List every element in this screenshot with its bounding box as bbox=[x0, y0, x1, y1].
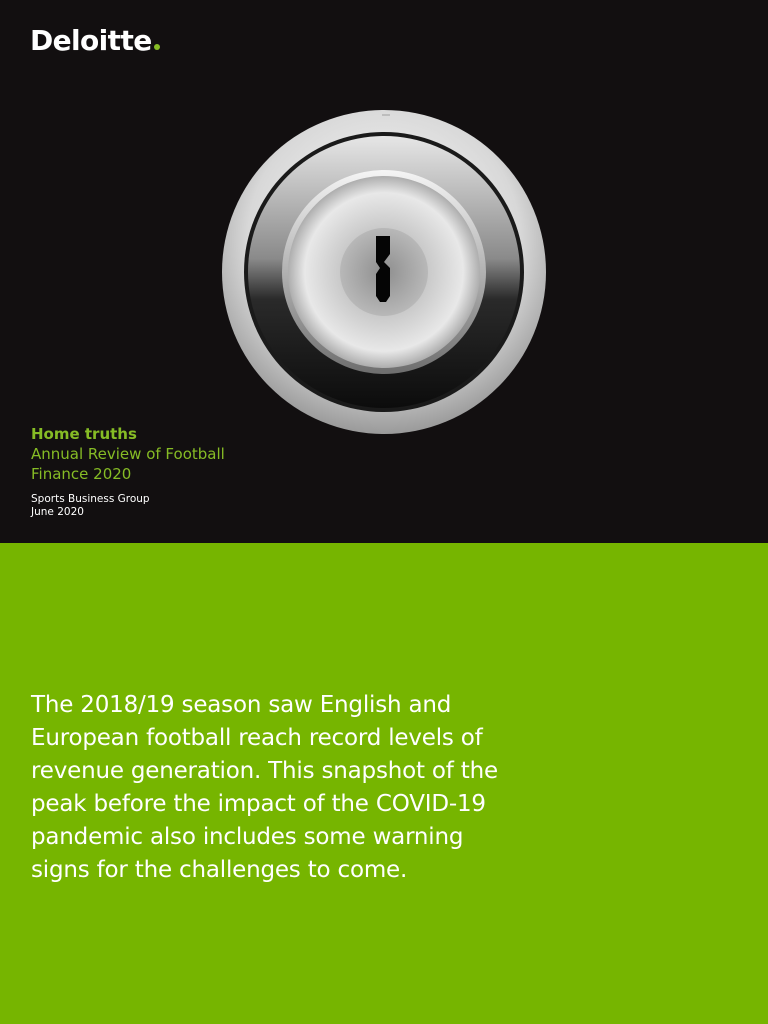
deloitte-logo bbox=[30, 24, 160, 57]
intro-paragraph: The 2018/19 season saw English and European football reach record levels of revenue generation. This snapshot of the peak before the impact of the COVID-19 pandemic also includes some warning signs for the challenges to come. bbox=[31, 692, 498, 883]
report-meta bbox=[31, 493, 331, 519]
logo-wordmark: Deloitte bbox=[30, 24, 152, 57]
publication-date: June 2020 bbox=[31, 506, 84, 518]
group-name: Sports Business Group bbox=[31, 493, 150, 505]
cover-title-block bbox=[31, 424, 331, 519]
report-subtitle: Annual Review of Football Finance 2020 bbox=[31, 445, 225, 483]
keyhole-lock-icon bbox=[220, 108, 548, 436]
report-title: Home truths bbox=[31, 425, 137, 443]
logo-dot bbox=[154, 44, 160, 50]
